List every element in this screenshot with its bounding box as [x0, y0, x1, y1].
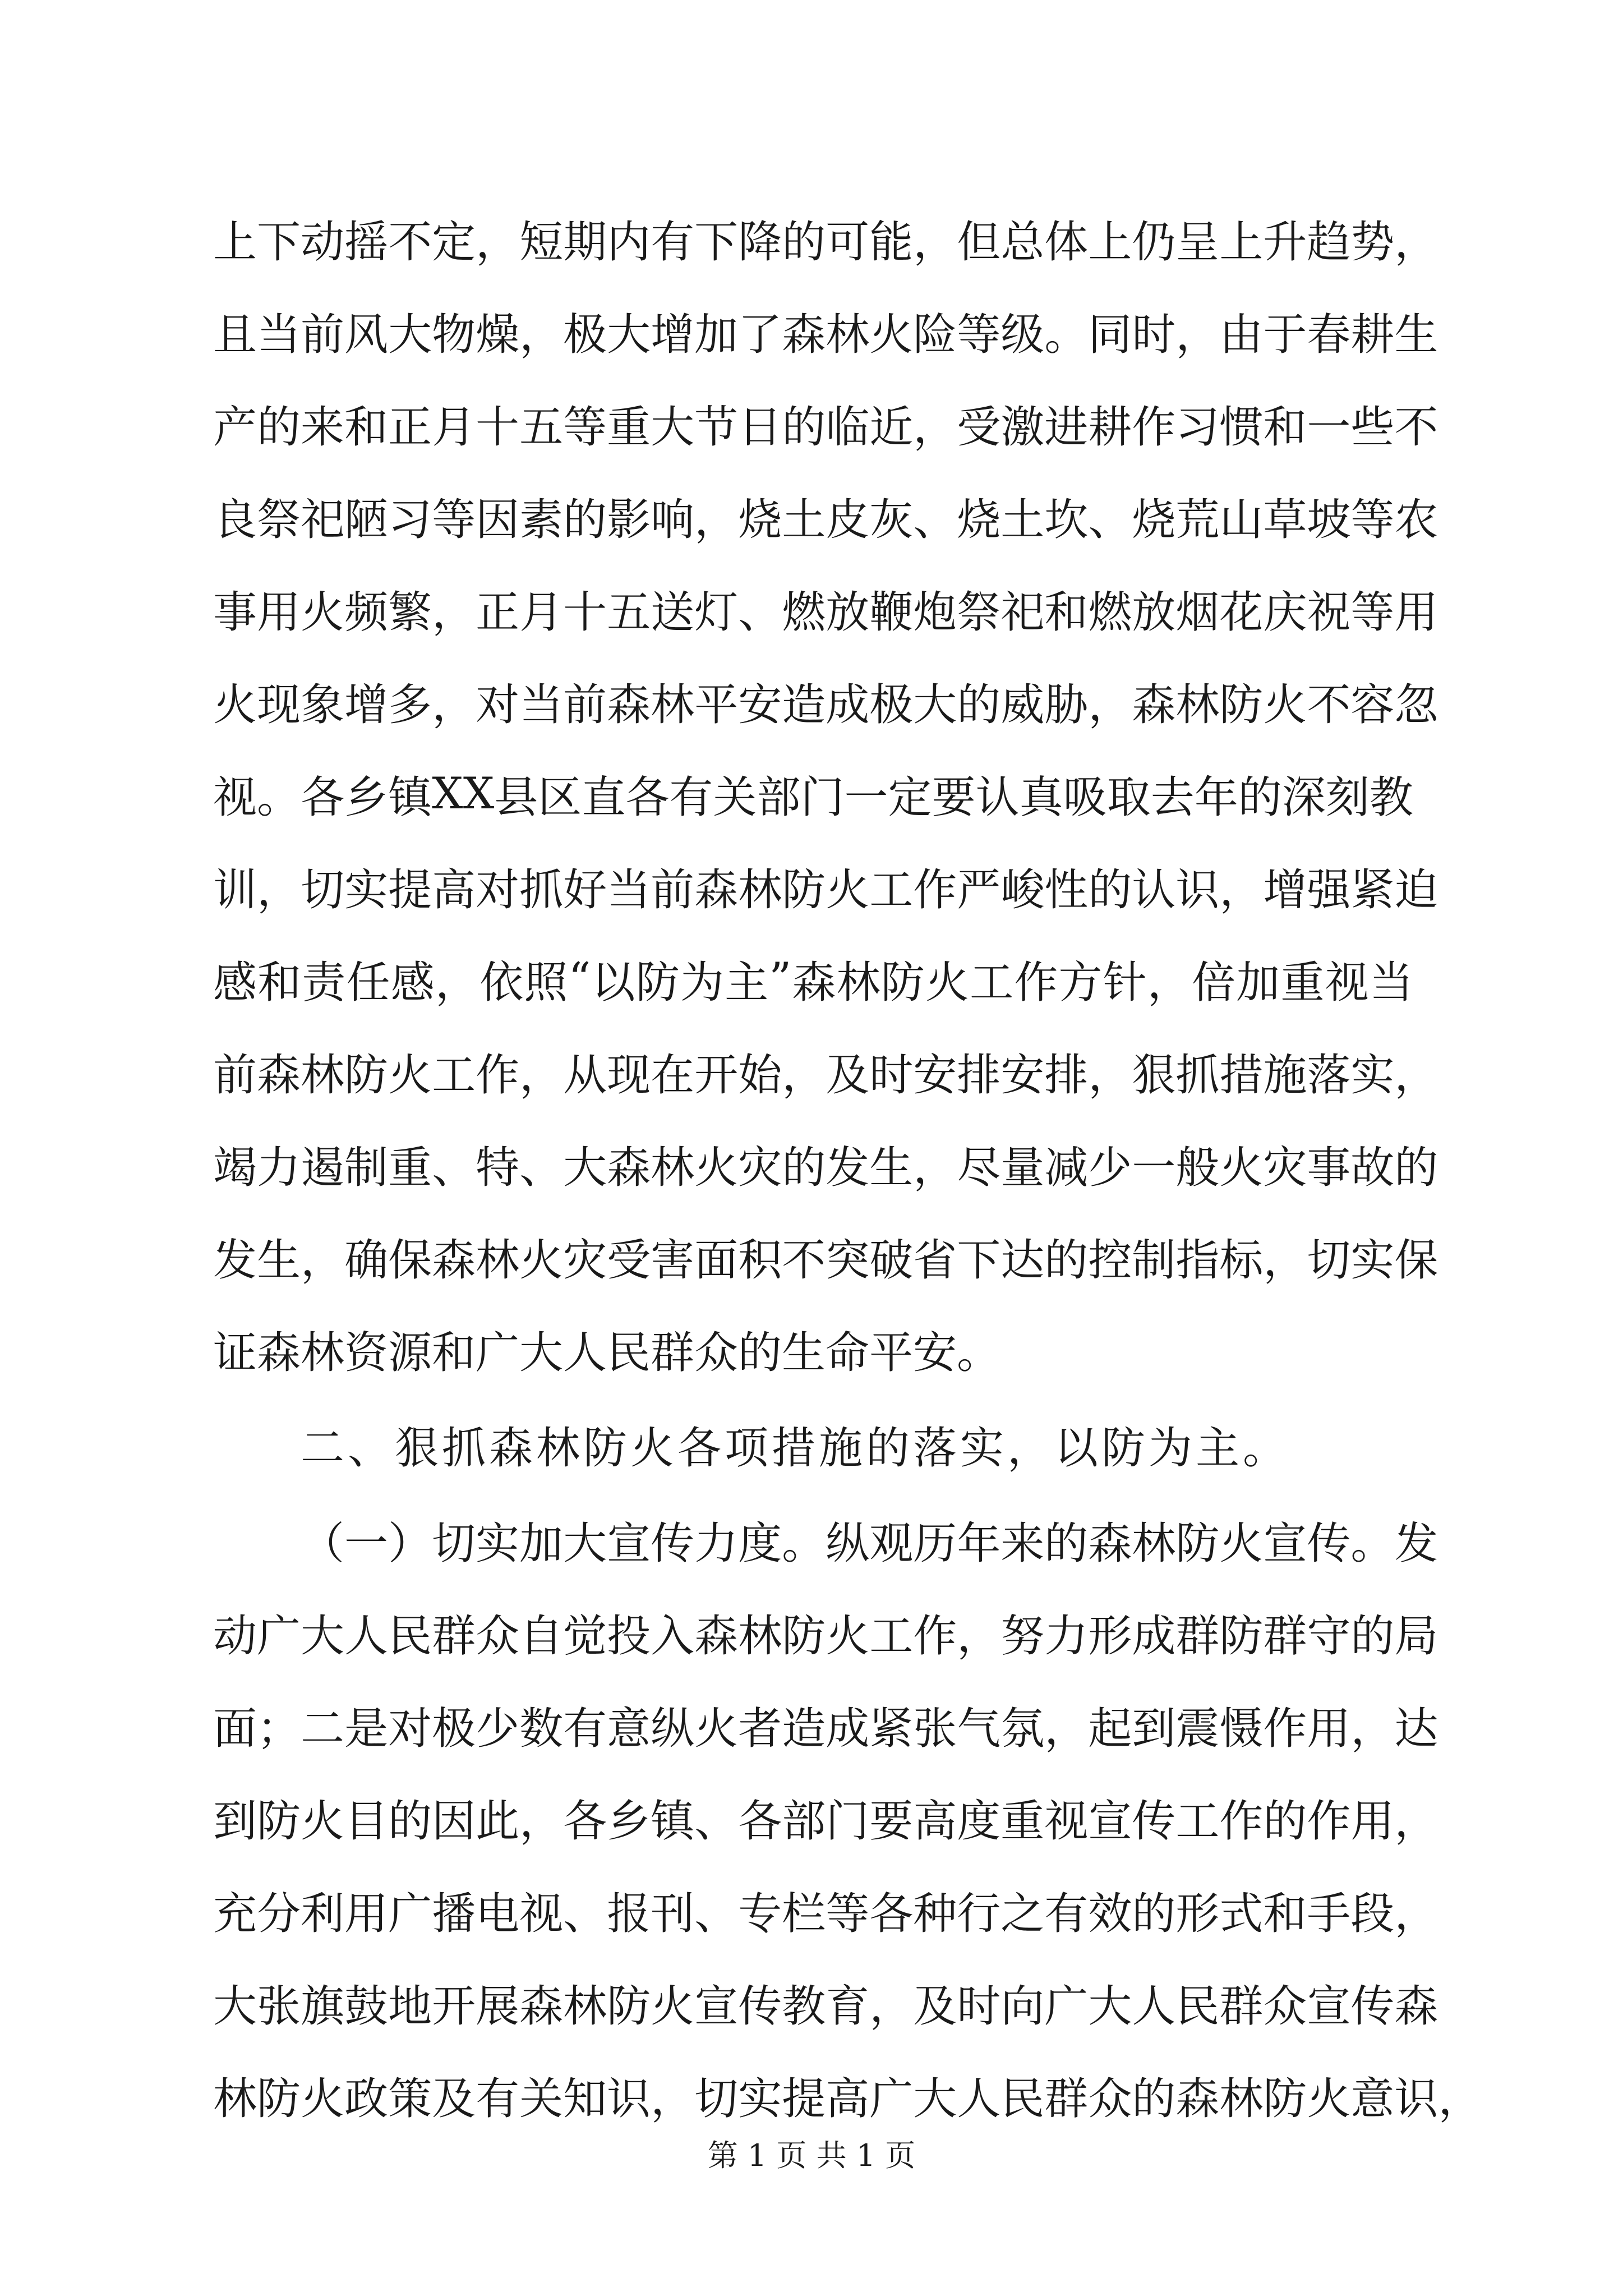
text-line: 发 生 ， 确 保 森 林 火 灾 受 害 面 积 不 突 破 省 下 达 的 控 制 指 标 ， 切 实 保: [213, 1235, 1438, 1286]
text-line: 充 分 利 用 广 播 电 视 、 报 刊 、 专 栏 等 各 种 行 之 有 效 的 形 式 和 手 段 ，: [213, 1889, 1438, 1939]
text-line: 事 用 火 频 繁 ， 正 月 十 五 送 灯 、 燃 放 鞭 炮 祭 祀 和 燃 放 烟 花 庆 祝 等 用: [213, 587, 1438, 638]
text-line: 动 广 大 人 民 群 众 自 觉 投 入 森 林 防 火 工 作 ， 努 力 形 成 群 防 群 守 的 局: [213, 1611, 1438, 1662]
text-line: 大 张 旗 鼓 地 开 展 森 林 防 火 宣 传 教 育 ， 及 时 向 广 大 人 民 群 众 宣 传 森: [213, 1981, 1438, 2032]
text-line: 视 。 各 乡 镇 X X 县 区 直 各 有 关 部 门 一 定 要 认 真 吸 取 去 年 的 深 刻 教: [213, 769, 1413, 823]
text-line: 良 祭 祀 陋 习 等 因 素 的 影 响 ， 烧 土 皮 灰 、 烧 土 坎 、 烧 荒 山 草 坡 等 农: [213, 495, 1438, 545]
text-line: 火 现 象 增 多 ， 对 当 前 森 林 平 安 造 成 极 大 的 威 胁 ， 森 林 防 火 不 容 忽: [213, 680, 1438, 730]
text-line: 竭 力 遏 制 重 、 特 、 大 森 林 火 灾 的 发 生 ， 尽 量 减 少 一 般 火 灾 事 故 的: [213, 1143, 1438, 1193]
section-heading: 二、狠抓森林防火各项措施的落实，以防为主。: [301, 1423, 1290, 1474]
text-line: 上 下 动 摇 不 定 ， 短 期 内 有 下 降 的 可 能 ， 但 总 体 上 仍 呈 上 升 趋 势 ，: [213, 217, 1438, 268]
page-number-label: 第 1 页 共 1 页: [707, 2138, 916, 2173]
text-line: 面 ； 二 是 对 极 少 数 有 意 纵 火 者 造 成 紧 张 气 氛 ， 起 到 震 慑 作 用 ， 达: [213, 1704, 1438, 1754]
text-line: 感 和 责 任 感 ， 依 照 “ 以 防 为 主 ” 森 林 防 火 工 作 方 针 ， 倍 加 重 视 当: [213, 954, 1413, 1008]
text-line: 证森林资源和广大人民群众的生命平安。: [213, 1328, 1001, 1378]
text-line: 训 ， 切 实 提 高 对 抓 好 当 前 森 林 防 火 工 作 严 峻 性 的 认 识 ， 增 强 紧 迫: [213, 865, 1438, 915]
text-line: 前 森 林 防 火 工 作 ， 从 现 在 开 始 ， 及 时 安 排 安 排 ， 狠 抓 措 施 落 实 ，: [213, 1050, 1438, 1101]
text-line: 林 防 火 政 策 及 有 关 知 识 ， 切 实 提 高 广 大 人 民 群 众 的 森 林 防 火 意 识 ，: [213, 2074, 1482, 2124]
text-line: 产 的 来 和 正 月 十 五 等 重 大 节 日 的 临 近 ， 受 激 进 耕 作 习 惯 和 一 些 不: [213, 402, 1438, 453]
text-line: 到 防 火 目 的 因 此 ， 各 乡 镇 、 各 部 门 要 高 度 重 视 宣 传 工 作 的 作 用 ，: [213, 1796, 1438, 1847]
page-footer: [0, 2132, 1623, 2175]
text-line: （ 一 ） 切 实 加 大 宣 传 力 度 。 纵 观 历 年 来 的 森 林 防 火 宣 传 。 发: [301, 1519, 1438, 1569]
text-line: 且 当 前 风 大 物 燥 ， 极 大 增 加 了 森 林 火 险 等 级 。 同 时 ， 由 于 春 耕 生: [213, 310, 1438, 360]
